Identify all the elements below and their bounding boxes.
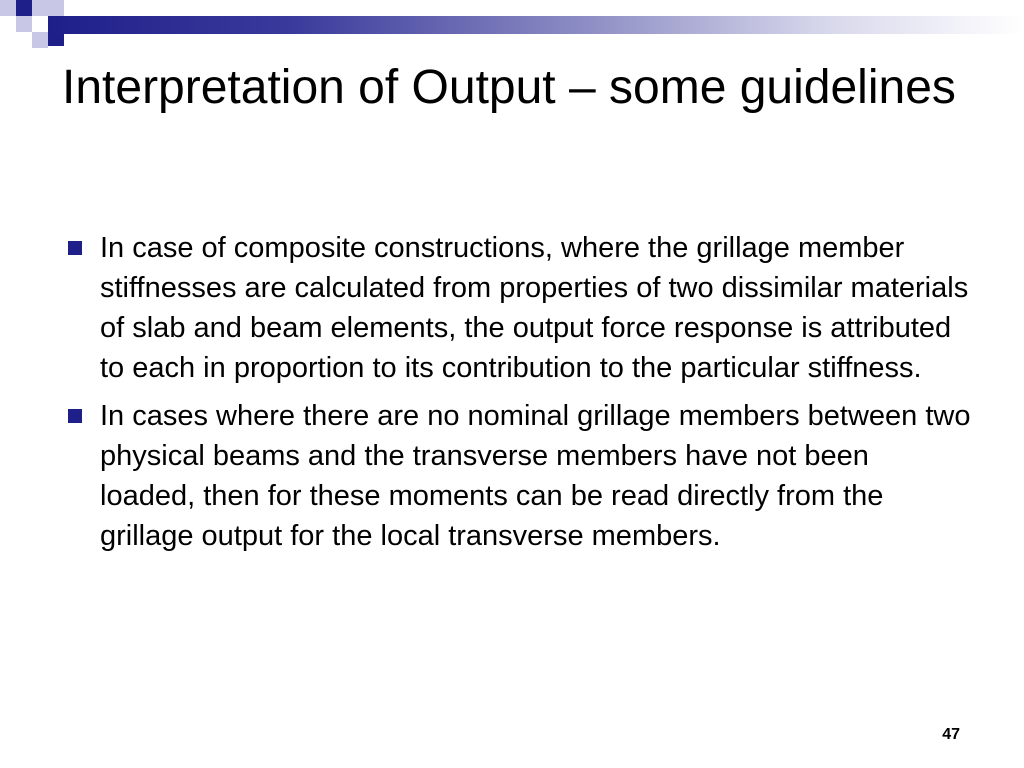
bullet-item [62,228,972,388]
decor-square [32,32,48,48]
square-bullet-icon [68,241,82,255]
header-gradient-bar [48,16,1024,34]
bullet-item [62,396,972,556]
bullet-text: In cases where there are no nominal grillage members between two physical beams and the transverse members have not been loaded, then for these moments can be read directly from the grillage output for the local transverse members. [100,400,971,552]
decor-square [48,0,64,16]
decor-square [16,16,32,32]
decor-square [16,0,32,16]
page-number: 47 [942,726,960,743]
decor-square [0,32,16,48]
decor-square [48,34,64,46]
bullet-text: In case of composite constructions, where the grillage member stiffnesses are calculated from properties of two dissimilar materials of slab and beam elements, the output force response is attributed to each in proportion to its contribution to the particular stiffness. [100,232,969,384]
square-bullet-icon [68,409,82,423]
decor-square [0,0,16,16]
decor-square [32,0,48,16]
bullet-list [62,228,972,564]
slide-title: Interpretation of Output – some guidelines [62,61,956,114]
decor-square [32,16,48,32]
